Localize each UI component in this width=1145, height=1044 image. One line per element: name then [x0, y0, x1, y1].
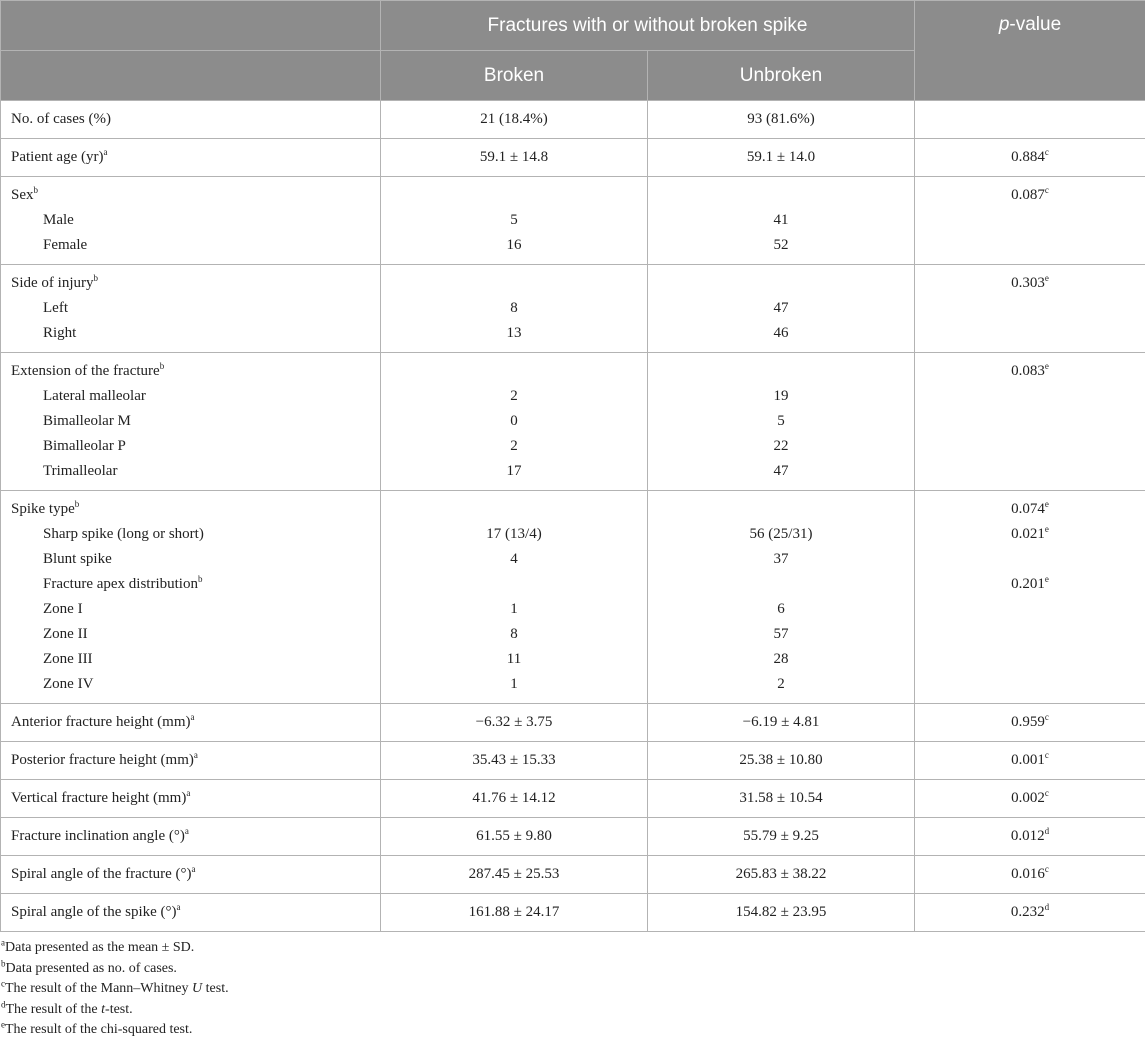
row-label: Fracture inclination angle (°)$^a$: [1, 818, 381, 856]
table-row-group: [1, 353, 1145, 491]
row-label: Side of injury$^b$ Left Right: [1, 265, 381, 353]
cell-p: 0.884$^c$: [915, 139, 1145, 177]
row-label: Extension of the fracture$^b$ Lateral malleolar Bimalleolar M Bimalleolar P Trimalleolar: [1, 353, 381, 491]
table-row: [1, 139, 1145, 177]
table-row-group: [1, 265, 1145, 353]
footnote-b: $^b$Data presented as no. of cases.: [1, 957, 177, 976]
header-p-value: [915, 1, 1145, 101]
table-row: [1, 704, 1145, 742]
header-blank: [1, 1, 381, 51]
cell-p: 0.303e: [915, 265, 1145, 353]
cell-broken: −6.32 ± 3.75: [381, 704, 648, 742]
cell-p: 0.959$^c$: [915, 704, 1145, 742]
cell-unbroken: −6.19 ± 4.81: [648, 704, 915, 742]
cell-p: 0.001$^c$: [915, 742, 1145, 780]
footnote-a: $^a$Data presented as the mean ± SD.: [1, 937, 195, 955]
table-row: [1, 742, 1145, 780]
cell-unbroken: 56 (25/31) 37 6 57 28 2: [648, 491, 915, 704]
footnote-d: $^d$The result of the t-test.: [1, 998, 133, 1017]
cell-p: 0.012$^d$: [915, 818, 1145, 856]
cell-unbroken: 59.1 ± 14.0: [648, 139, 915, 177]
cell-unbroken: 93 (81.6%): [648, 101, 915, 139]
cell-p: 0.016$^c$: [915, 856, 1145, 894]
header-broken: Broken: [381, 51, 648, 101]
cell-broken: 2 0 2 17: [381, 353, 648, 491]
cell-unbroken: 55.79 ± 9.25: [648, 818, 915, 856]
row-label: Anterior fracture height (mm)$^a$: [1, 704, 381, 742]
row-label: Patient age (yr)$^a$: [1, 139, 381, 177]
cell-broken: 35.43 ± 15.33: [381, 742, 648, 780]
header-row-1: [1, 1, 1145, 51]
cell-unbroken: 47 46: [648, 265, 915, 353]
cell-broken: 5 16: [381, 177, 648, 265]
cell-broken: 21 (18.4%): [381, 101, 648, 139]
row-label: Sex$^b$ Male Female: [1, 177, 381, 265]
row-label: Posterior fracture height (mm)$^a$: [1, 742, 381, 780]
footnote-e: $^e$The result of the chi-squared test.: [1, 1019, 193, 1037]
cell-p: 0.002$^c$: [915, 780, 1145, 818]
row-label: Spike type$^b$ Sharp spike (long or short) Blunt spike Fracture apex distribution$^b$ Zone I Zone II Zone III Zone IV: [1, 491, 381, 704]
cell-unbroken: 31.58 ± 10.54: [648, 780, 915, 818]
footnotes: [0, 932, 1145, 1041]
p-rest: -value: [1009, 14, 1062, 35]
cell-broken: 287.45 ± 25.53: [381, 856, 648, 894]
cell-unbroken: 19 5 22 47: [648, 353, 915, 491]
row-label: Vertical fracture height (mm)$^a$: [1, 780, 381, 818]
cell-p: 0.232$^d$: [915, 894, 1145, 932]
cell-unbroken: 265.83 ± 38.22: [648, 856, 915, 894]
table-row-group: [1, 491, 1145, 704]
cell-broken: 161.88 ± 24.17: [381, 894, 648, 932]
cell-broken: 41.76 ± 14.12: [381, 780, 648, 818]
cell-broken: 61.55 ± 9.80: [381, 818, 648, 856]
header-group-title: Fractures with or without broken spike: [381, 1, 915, 51]
table-row-group: [1, 177, 1145, 265]
cell-p: 0.087$^c$: [915, 177, 1145, 265]
cell-unbroken: 41 52: [648, 177, 915, 265]
header-unbroken: Unbroken: [648, 51, 915, 101]
cell-unbroken: 154.82 ± 23.95: [648, 894, 915, 932]
table-row: [1, 856, 1145, 894]
cell-unbroken: 25.38 ± 10.80: [648, 742, 915, 780]
table-row: [1, 818, 1145, 856]
table-row: [1, 894, 1145, 932]
cell-broken: 17 (13/4) 4 1 8 11 1: [381, 491, 648, 704]
footnote-c: $^c$The result of the Mann–Whitney U test.: [1, 978, 229, 996]
cell-broken: 59.1 ± 14.8: [381, 139, 648, 177]
cell-p: 0.083e: [915, 353, 1145, 491]
header-blank-2: [1, 51, 381, 101]
row-label: Spiral angle of the fracture (°)$^a$: [1, 856, 381, 894]
row-label: Spiral angle of the spike (°)$^a$: [1, 894, 381, 932]
table-row: [1, 101, 1145, 139]
row-label: No. of cases (%): [1, 101, 381, 139]
table-row: [1, 780, 1145, 818]
p-italic: p: [998, 14, 1010, 35]
cell-broken: 8 13: [381, 265, 648, 353]
cell-p: [915, 101, 1145, 139]
cell-p: 0.074e 0.021e 0.201e: [915, 491, 1145, 704]
